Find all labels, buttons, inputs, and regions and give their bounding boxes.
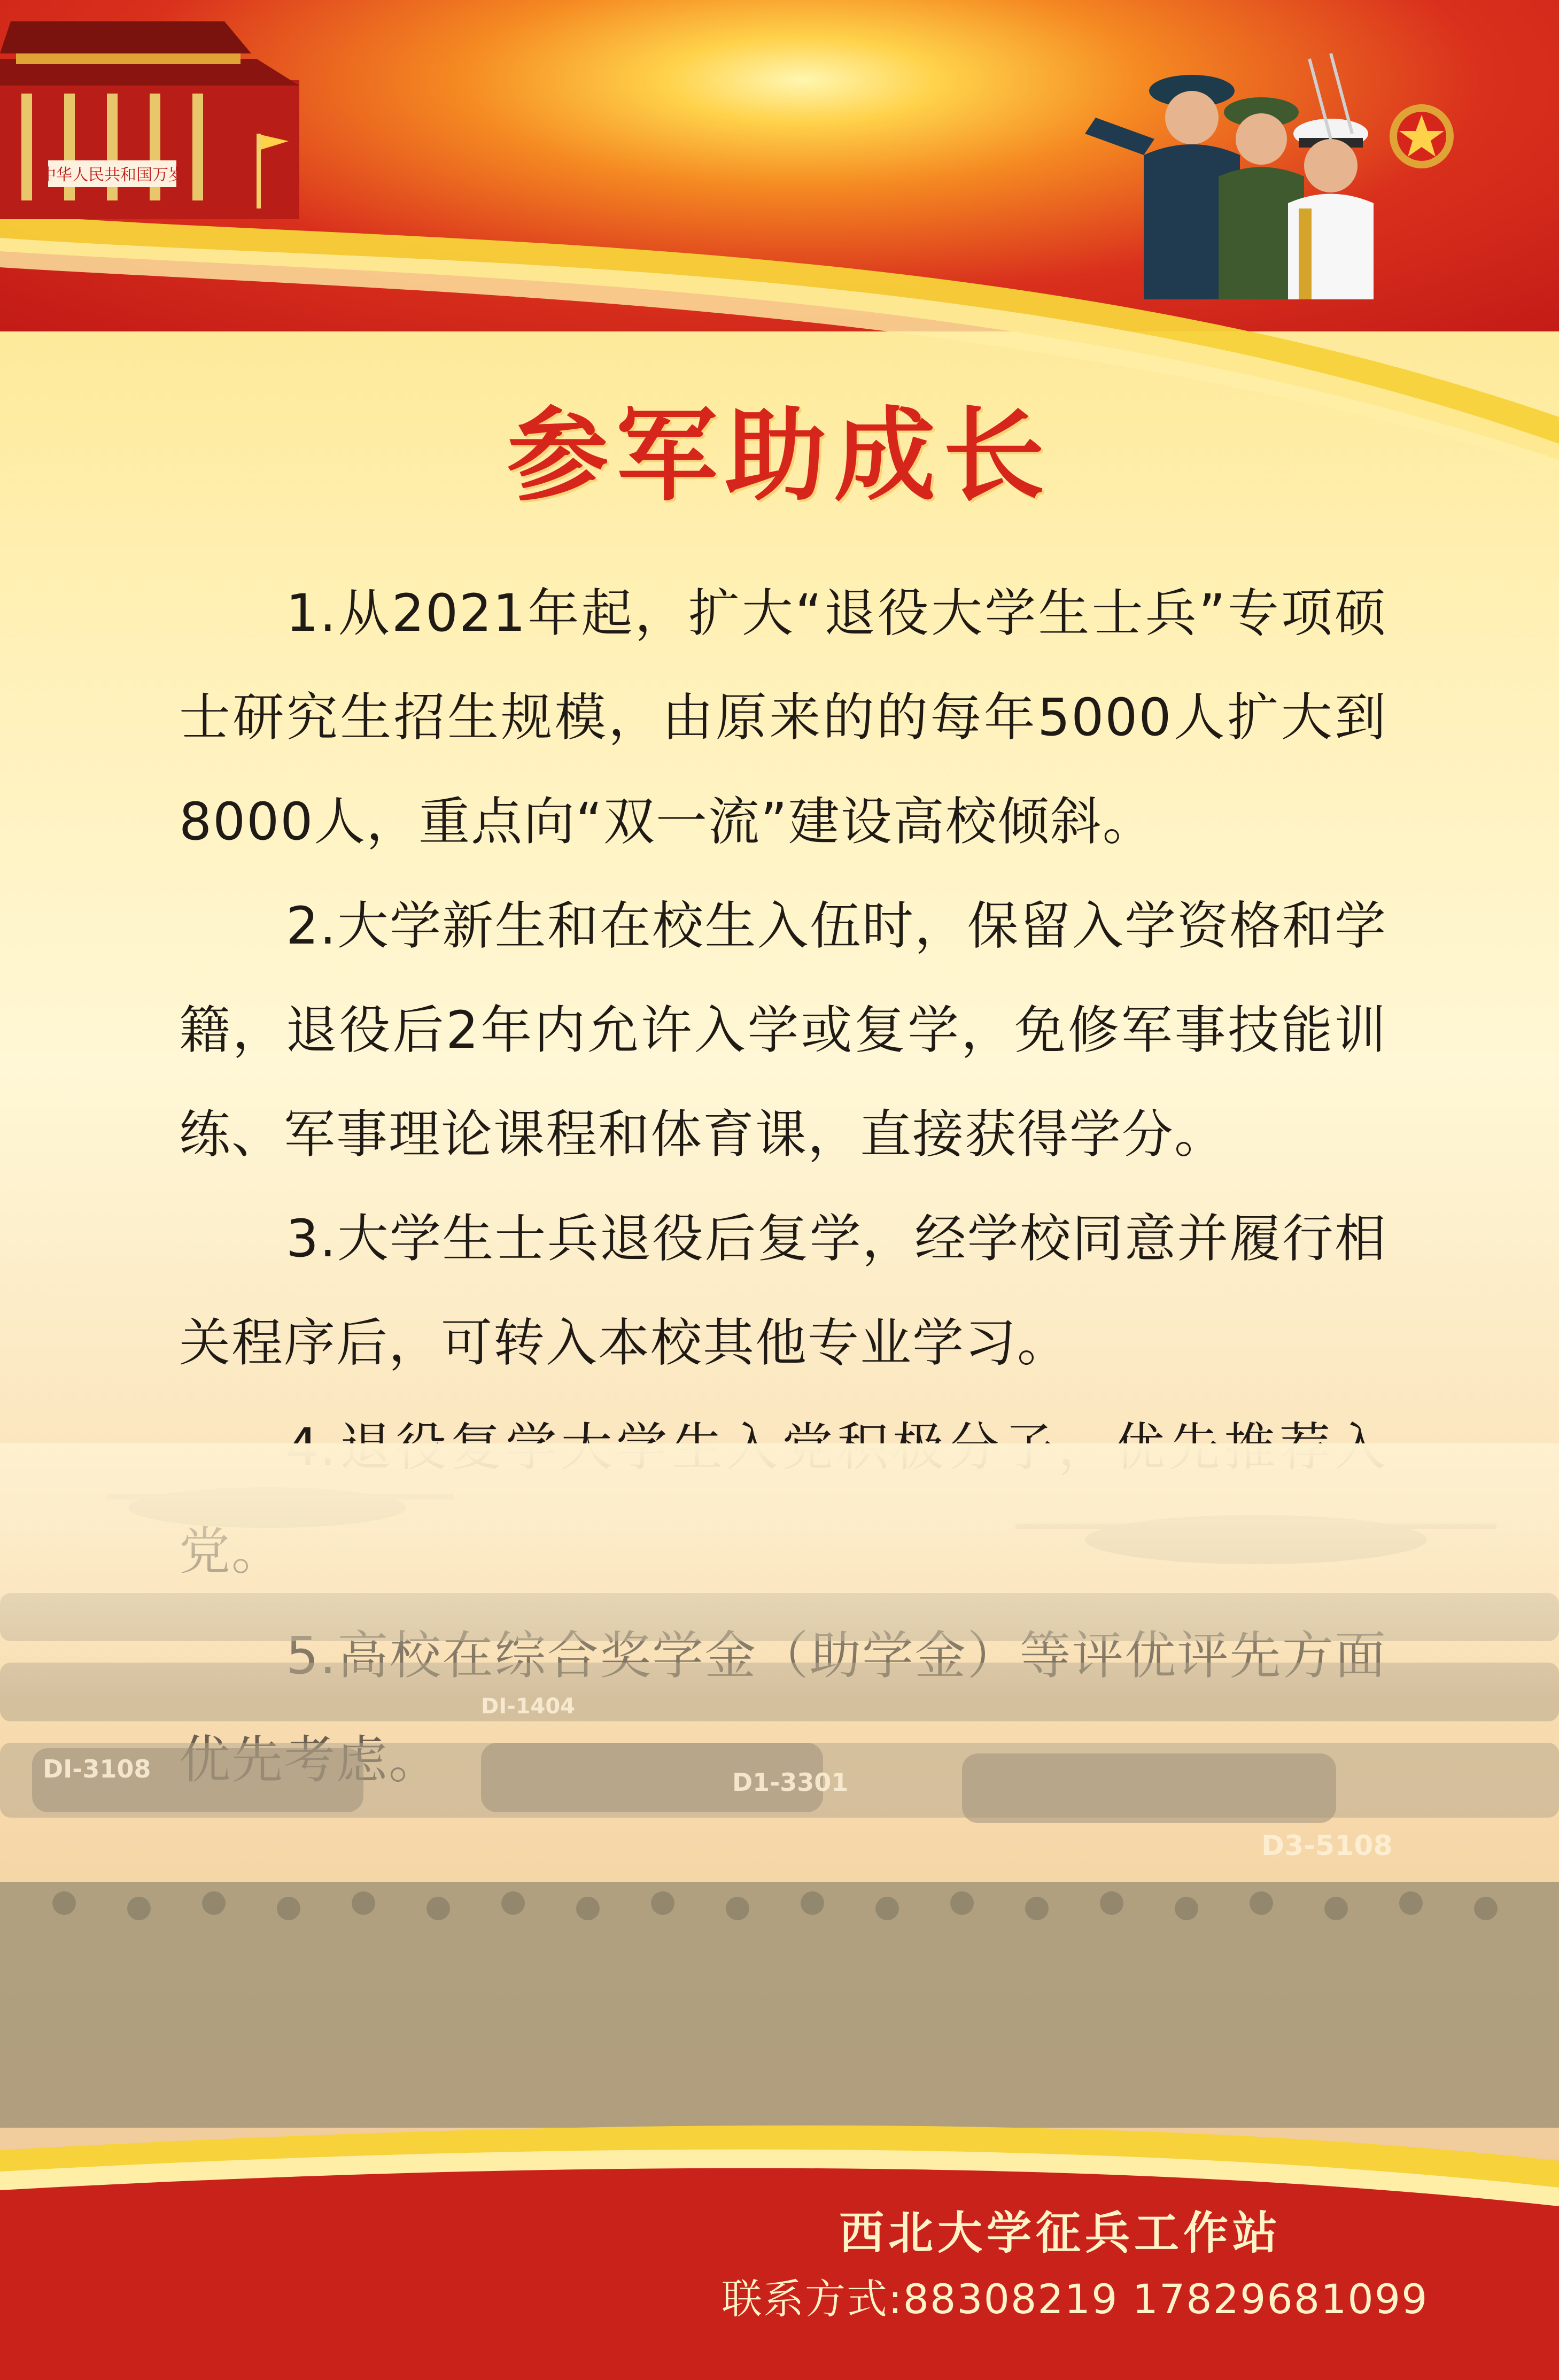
army-emblem-icon <box>1387 102 1456 171</box>
gate-plaque-text: 中华人民共和国万岁 <box>40 166 184 184</box>
organization-name: 西北大学征兵工作站 <box>839 2207 1282 2259</box>
policy-item-1: 1.从2021年起，扩大“退役大学生士兵”专项硕士研究生招生规模，由原来的的每年5000人扩大到8000人，重点向“双一流”建设高校倾斜。 <box>179 583 1387 852</box>
tiananmen-gate-icon <box>0 0 331 225</box>
policy-item-3: 3.大学生士兵退役后复学，经学校同意并履行相关程序后，可转入本校其他专业学习。 <box>179 1209 1387 1373</box>
contact-info: 联系方式:88308219 17829681099 <box>722 2275 1429 2323</box>
saluting-soldiers-icon <box>1064 48 1406 299</box>
military-parade-scene <box>0 1443 1559 2165</box>
policy-item-2: 2.大学新生和在校生入伍时，保留入学资格和学籍，退役后2年内允许入学或复学，免修军事技能训练、军事理论课程和体育课，直接获得学分。 <box>179 896 1387 1164</box>
poster-title: 参军助成长 <box>507 396 1052 515</box>
footer-band <box>0 2102 1559 2380</box>
